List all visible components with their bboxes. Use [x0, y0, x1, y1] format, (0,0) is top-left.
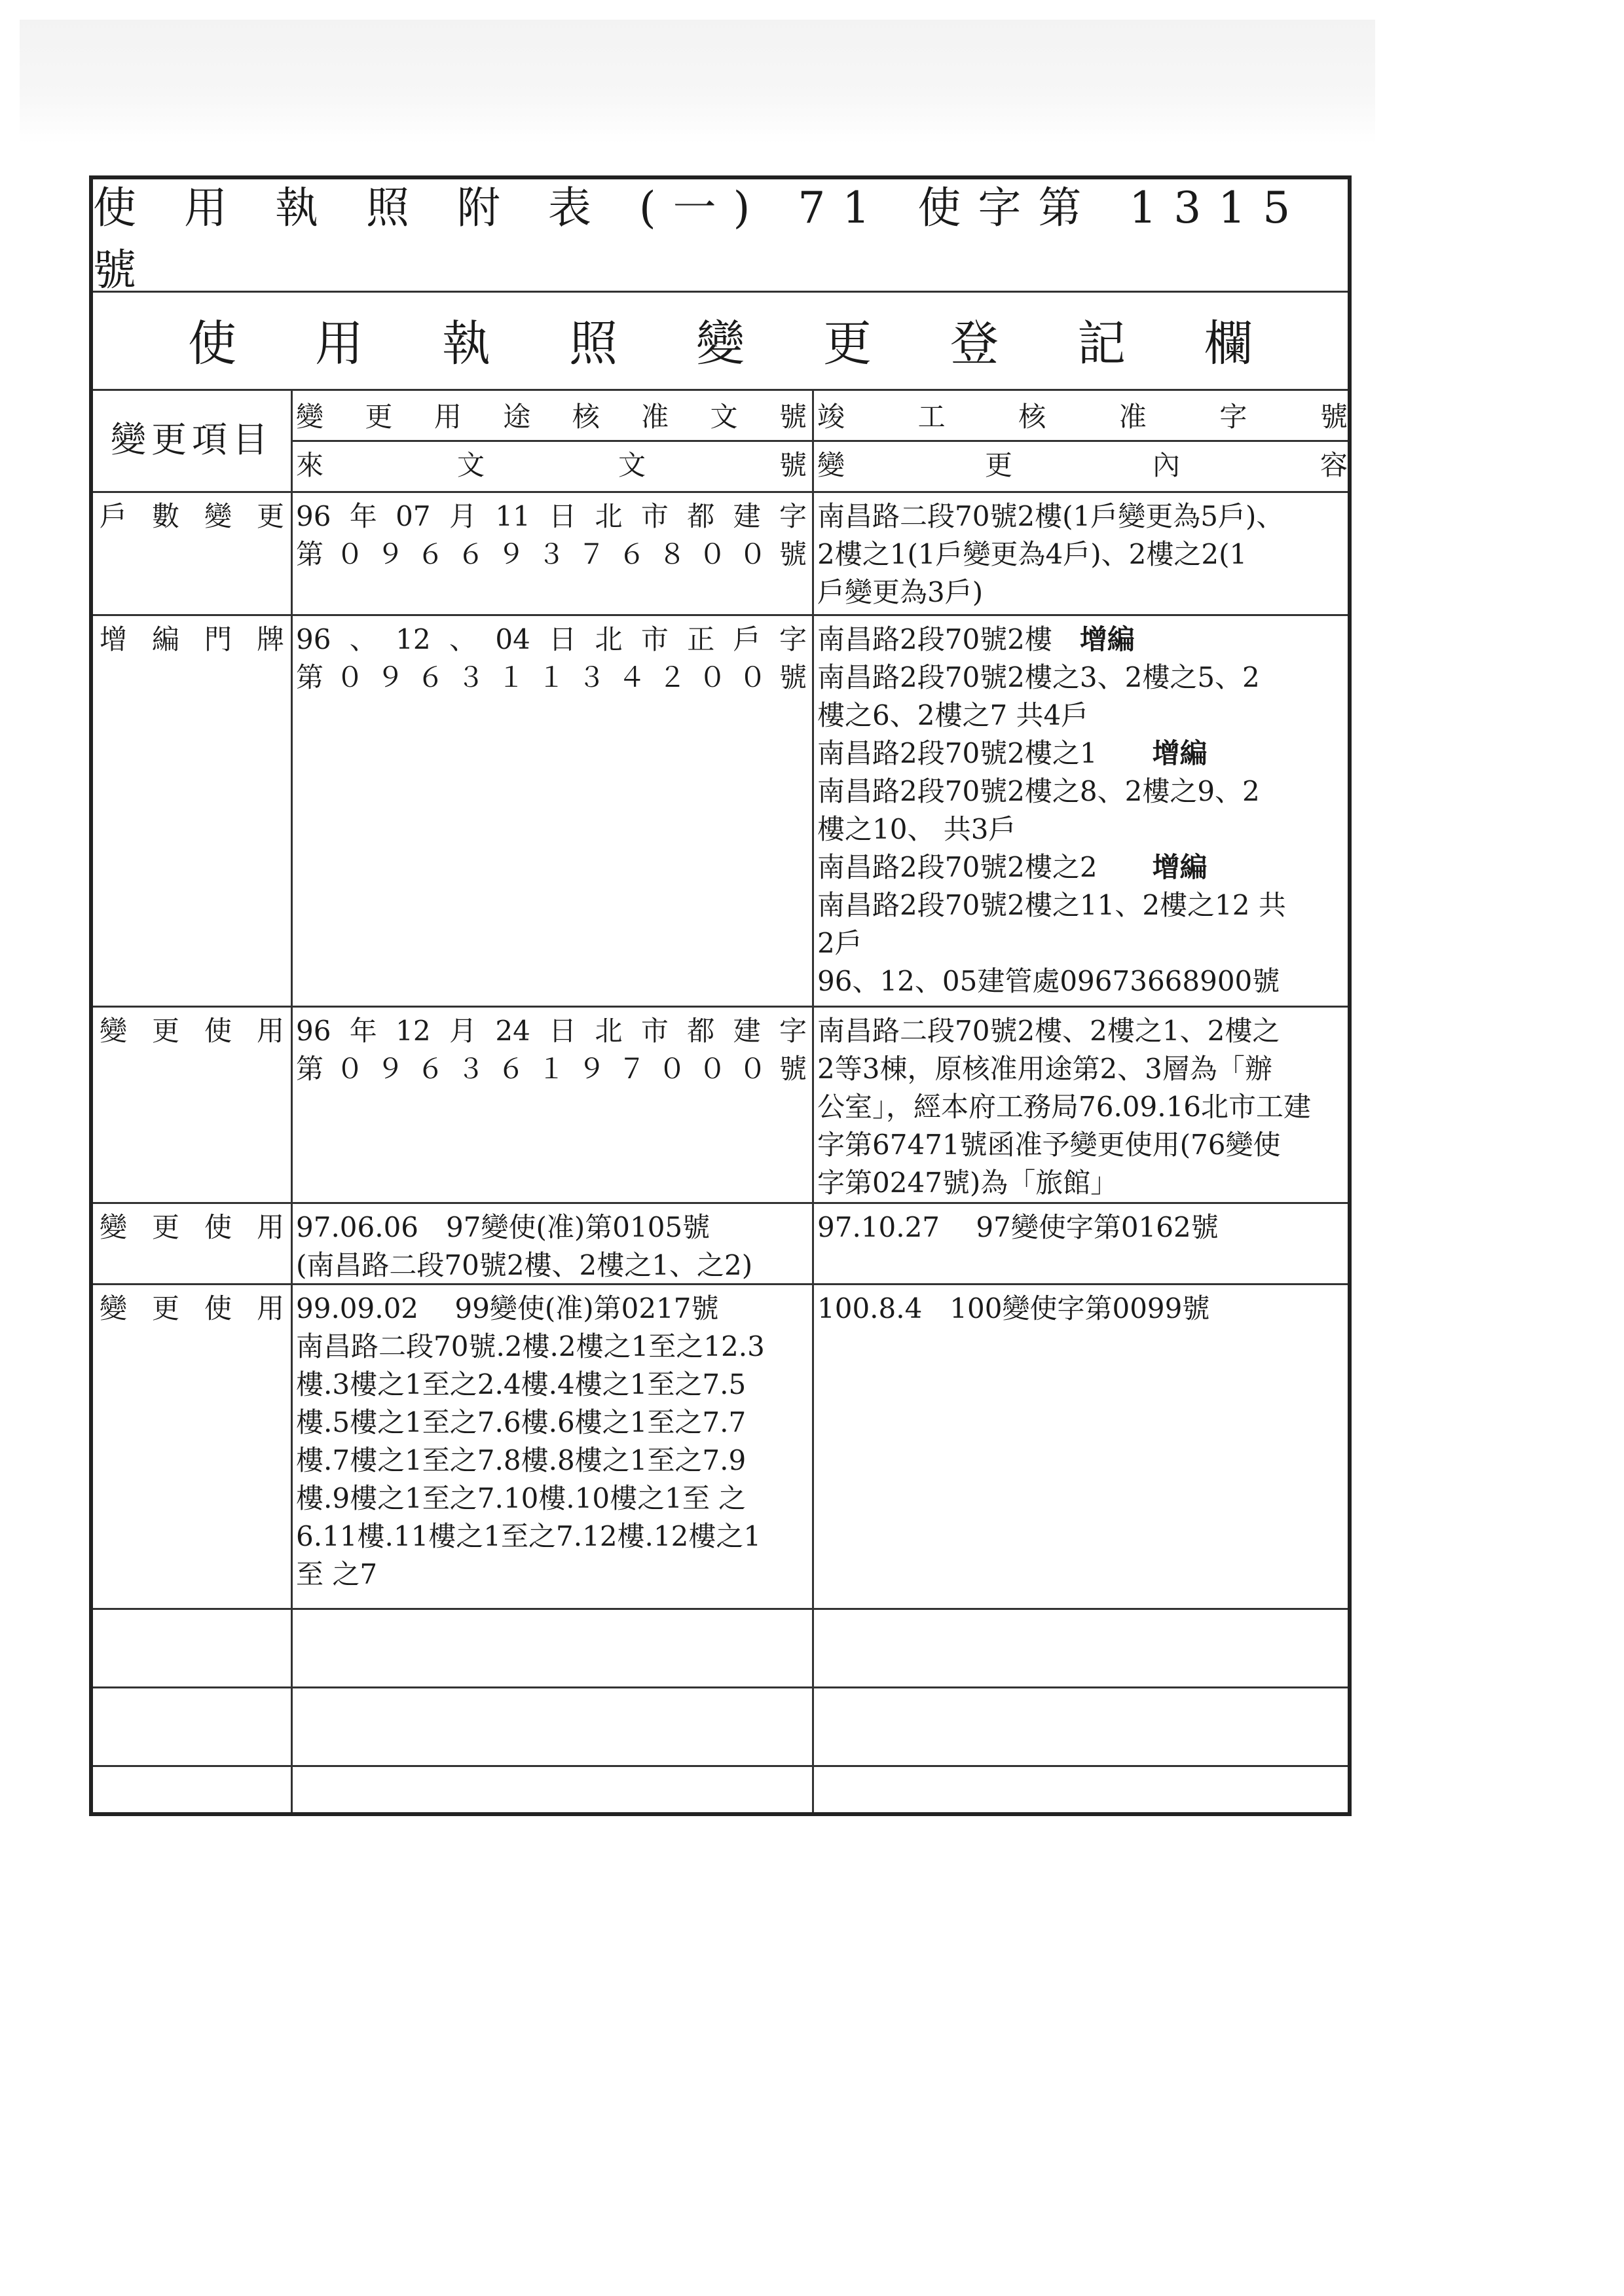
approval-line: (南昌路二段70號2樓、2樓之1、之2)	[296, 1249, 753, 1281]
rule	[93, 1006, 1348, 1008]
row-content	[817, 1012, 1348, 1202]
approval-line: 99.09.02 99變使(准)第0217號	[296, 1292, 719, 1324]
approval-line: 第０９６３６１９７０００號	[296, 1053, 807, 1085]
empty-row-rule	[93, 1686, 1348, 1688]
content-line: 南昌路2段70號2樓之2 增編	[817, 851, 1208, 883]
header-completion-bottom: 變更內容	[817, 449, 1348, 481]
content-line: 南昌路2段70號2樓 增編	[817, 623, 1135, 655]
row-content	[817, 1209, 1348, 1247]
form-title: 使 用 執 照 附 表 (一) 71 使字第 1315 號	[93, 183, 1308, 295]
rule	[93, 1283, 1348, 1285]
row-approval	[296, 621, 807, 697]
row-approval	[296, 1290, 807, 1594]
row-item: 變更使用	[100, 1015, 284, 1047]
row-item: 變更使用	[100, 1211, 284, 1243]
content-line: 字第0247號)為「旅館」	[817, 1167, 1118, 1199]
content-line: 南昌路二段70號2樓、2樓之1、2樓之	[817, 1015, 1280, 1047]
content-line: 公室」，經本府工務局76.09.16北市工建	[817, 1091, 1312, 1123]
content-line: 100.8.4 100變使字第0099號	[817, 1292, 1210, 1324]
approval-line: 樓.9樓之1至之7.10樓.10樓之1至 之	[296, 1482, 747, 1514]
approval-line: 至 之7	[296, 1558, 378, 1590]
rule	[93, 614, 1348, 616]
col-divider	[812, 389, 814, 1812]
row-content	[817, 1290, 1348, 1328]
approval-line: 樓.7樓之1至之7.8樓.8樓之1至之7.9	[296, 1444, 747, 1476]
content-line: 南昌路2段70號2樓之11、2樓之12 共	[817, 889, 1286, 921]
col-divider	[291, 389, 293, 1812]
header-approval-bottom: 來文文號	[296, 449, 807, 481]
content-line: 2等3棟，原核准用途第2、3層為「辦	[817, 1053, 1272, 1085]
content-line: 2樓之1(1戶變更為4戶)、2樓之2(1	[817, 538, 1247, 570]
content-line: 戶變更為3戶)	[817, 576, 984, 608]
license-form	[89, 175, 1352, 1816]
approval-line: 第０９６３１１３４２００號	[296, 661, 807, 693]
header-item: 變更項目	[111, 419, 273, 460]
content-line: 南昌路2段70號2樓之3、2樓之5、2	[817, 661, 1260, 693]
approval-line: 樓.3樓之1至之2.4樓.4樓之1至之7.5	[296, 1368, 747, 1400]
row-item: 增編門牌	[100, 623, 284, 655]
row-approval	[296, 1012, 807, 1088]
approval-line: 96年12月24日北市都建字	[296, 1015, 807, 1047]
approval-line: 6.11樓.11樓之1至之7.12樓.12樓之1	[296, 1520, 762, 1552]
content-line: 南昌路2段70號2樓之8、2樓之9、2	[817, 775, 1260, 807]
header-approval-top: 變更用途核准文號	[296, 401, 807, 433]
rule	[93, 1608, 1348, 1610]
approval-line: 96、12、04日北市正戶字	[296, 623, 807, 655]
header-completion-top: 竣工核准字號	[817, 401, 1348, 433]
row-content	[817, 621, 1348, 1000]
rule	[291, 440, 1348, 442]
content-line: 97.10.27 97變使字第0162號	[817, 1211, 1219, 1243]
approval-line: 第０９６６９３７６８００號	[296, 538, 807, 570]
row-approval	[296, 1209, 807, 1285]
form-subtitle: 使用執照變更登記欄	[188, 316, 1331, 372]
content-line: 樓之6、2樓之7 共4戶	[817, 699, 1089, 731]
content-line: 南昌路2段70號2樓之1 增編	[817, 737, 1208, 769]
row-item: 戶數變更	[100, 500, 284, 532]
approval-line: 96年07月11日北市都建字	[296, 500, 807, 532]
row-content	[817, 498, 1348, 611]
row-item: 變更使用	[100, 1292, 284, 1324]
content-line: 樓之10、 共3戶	[817, 813, 1016, 845]
content-line: 96、12、05建管處09673668900號	[817, 965, 1280, 997]
approval-line: 南昌路二段70號.2樓.2樓之1至之12.3	[296, 1330, 765, 1362]
approval-line: 97.06.06 97變使(准)第0105號	[296, 1211, 710, 1243]
row-approval	[296, 498, 807, 574]
content-line: 南昌路二段70號2樓(1戶變更為5戶)、	[817, 500, 1284, 532]
rule	[93, 1202, 1348, 1204]
approval-line: 樓.5樓之1至之7.6樓.6樓之1至之7.7	[296, 1406, 747, 1438]
empty-row-rule	[93, 1765, 1348, 1767]
rule	[93, 491, 1348, 493]
scan-shadow	[20, 20, 1375, 144]
content-line: 字第67471號函准予變更使用(76變使	[817, 1129, 1281, 1161]
content-line: 2戶	[817, 927, 862, 959]
